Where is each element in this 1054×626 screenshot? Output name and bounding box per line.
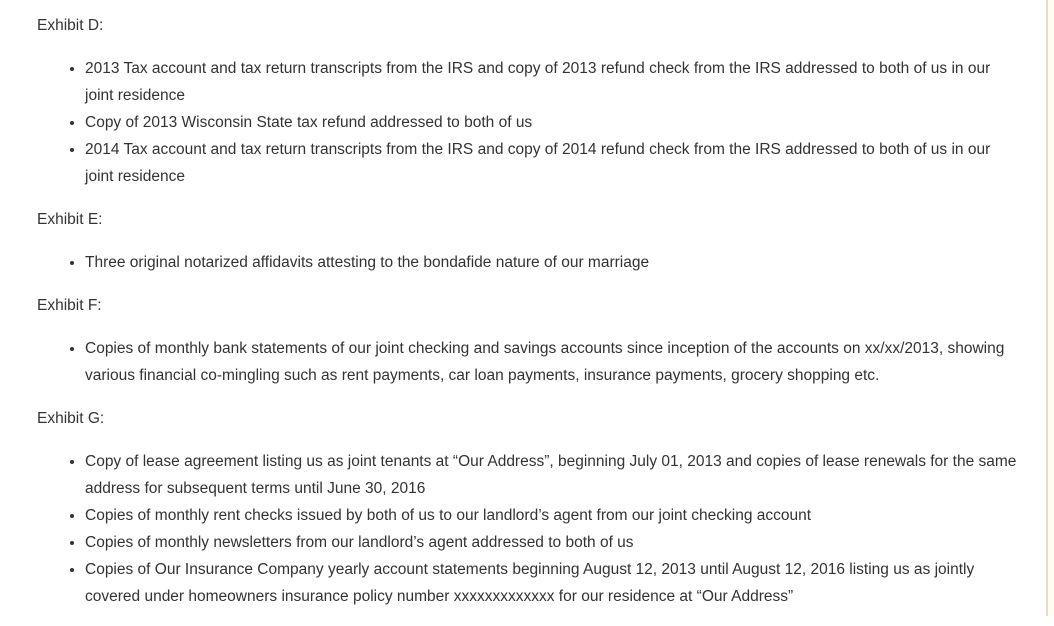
exhibit-item: • Copy of lease agreement listing us as joint tenants at “Our Address”, beginning July 01, 2013 and copies of lease renewals for the same address for subsequent terms until June 30, 2016 (85, 448, 1022, 502)
exhibit-section-g (37, 405, 1022, 610)
exhibit-section-f (37, 292, 1022, 389)
exhibit-list (37, 448, 1022, 610)
exhibit-list (37, 249, 1022, 276)
exhibit-item: • Three original notarized affidavits attesting to the bondafide nature of our marriage (85, 249, 1022, 276)
exhibit-item: • 2013 Tax account and tax return transcripts from the IRS and copy of 2013 refund check from the IRS addressed to both of us in our joint residence (85, 55, 1022, 109)
exhibit-heading: Exhibit F: (37, 297, 102, 314)
exhibit-heading: Exhibit D: (37, 17, 104, 34)
right-margin-strip (1048, 0, 1054, 616)
exhibit-item: • Copies of Our Insurance Company yearly account statements beginning August 12, 2013 until August 12, 2016 listing us as jointly covered under homeowners insurance policy number xxxxxxxxxxxxx for our residence at “Our Address” (85, 556, 1022, 610)
exhibit-list (37, 55, 1022, 190)
right-border-line (1046, 0, 1048, 616)
exhibit-item: • 2014 Tax account and tax return transcripts from the IRS and copy of 2014 refund check from the IRS addressed to both of us in our joint residence (85, 136, 1022, 190)
exhibit-heading: Exhibit G: (37, 410, 105, 427)
exhibit-item: • Copies of monthly newsletters from our landlord’s agent addressed to both of us (85, 529, 1022, 556)
exhibit-heading: Exhibit E: (37, 211, 103, 228)
exhibit-item: • Copies of monthly rent checks issued by both of us to our landlord’s agent from our joint checking account (85, 502, 1022, 529)
exhibit-section-d (37, 12, 1022, 190)
exhibit-item: • Copies of monthly bank statements of our joint checking and savings accounts since inception of the accounts on xx/xx/2013, showing various financial co-mingling such as rent payments, car loan payments, insurance payments, grocery shopping etc. (85, 335, 1022, 389)
exhibit-section-e (37, 206, 1022, 276)
exhibit-list (37, 335, 1022, 389)
exhibit-item: • Copy of 2013 Wisconsin State tax refund addressed to both of us (85, 109, 1022, 136)
